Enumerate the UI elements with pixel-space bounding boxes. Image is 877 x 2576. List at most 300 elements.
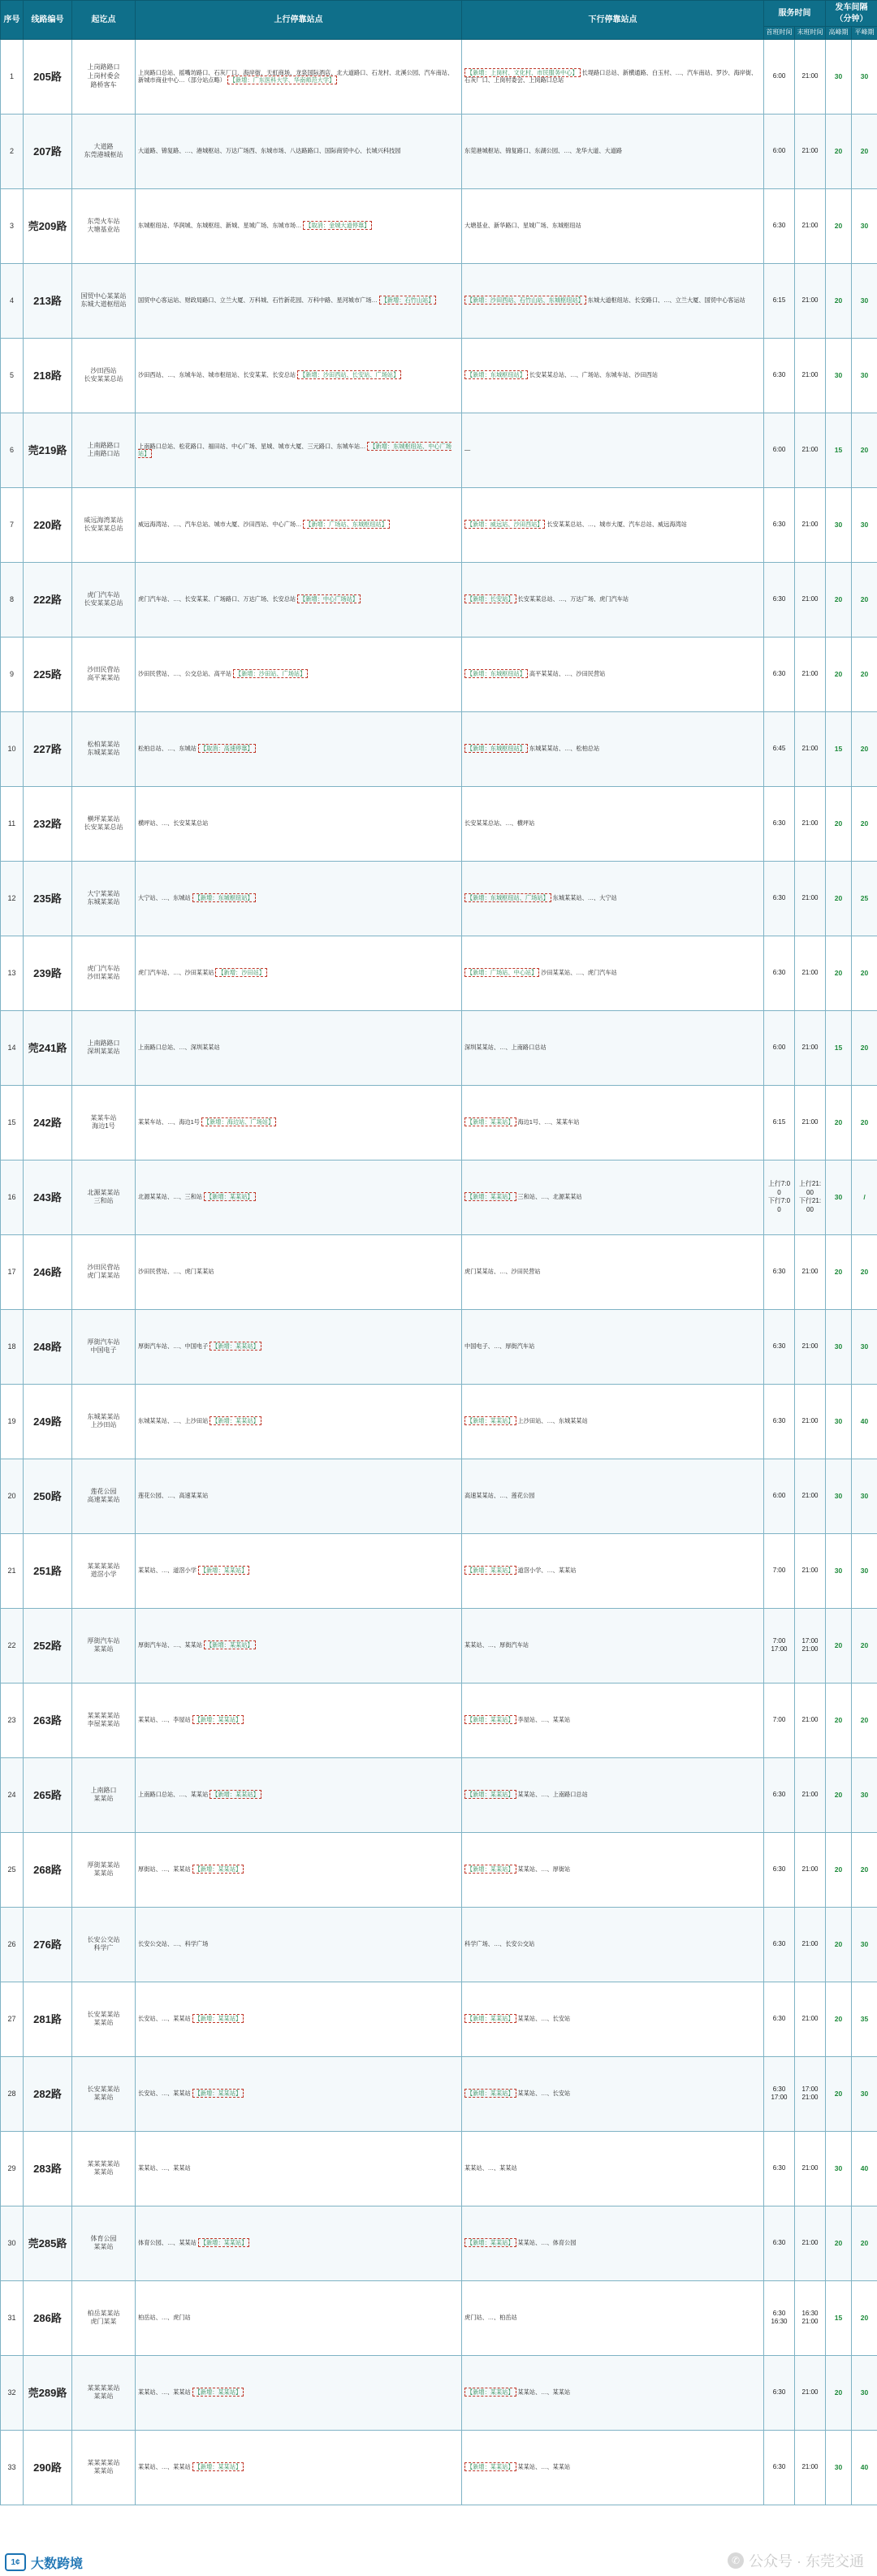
up-stops-text: 体育公园、…、某某站 xyxy=(138,2239,197,2247)
down-stops-text: 某某站、…、某某站 xyxy=(464,2164,517,2172)
route-number: 263路 xyxy=(24,1683,72,1757)
down-notice: 【新增：某某站】 xyxy=(464,1715,516,1724)
up-notice: 【新增：某某站】 xyxy=(210,1790,261,1799)
row-number: 19 xyxy=(1,1384,24,1459)
route-terminals: 上南路路口 上南路口站 xyxy=(72,413,136,487)
down-stops-text: 沙田某某站、…、虎门汽车站 xyxy=(541,969,617,977)
down-stops xyxy=(462,1982,764,2056)
offpeak-interval: 20 xyxy=(852,114,877,188)
down-stops xyxy=(462,188,764,263)
down-stops-text: 高速某某站、…、莲花公园 xyxy=(464,1492,535,1500)
down-stops xyxy=(462,1309,764,1384)
up-stops xyxy=(136,711,462,786)
up-stops-text: 上岗路口总站、摇嘴坊路口、石灰厂口、海岸街、天虹商场、龙泉国际酒店、北大道路口、石龙村、北溪公园、汽车南站、新城市商业中心…（部分站点略） xyxy=(138,68,454,84)
last-bus-time: 21:00 xyxy=(795,1832,826,1907)
up-stops-text: 厚街汽车站、…、某某站 xyxy=(138,1641,203,1649)
down-stops-text: 科学广场、…、长安公交站 xyxy=(464,1940,535,1948)
offpeak-interval: 20 xyxy=(852,637,877,711)
up-notice: 【新增：某某站】 xyxy=(198,1566,250,1575)
table-row xyxy=(1,1309,877,1384)
offpeak-interval: 20 xyxy=(852,936,877,1010)
up-notice: 【新增：某某站】 xyxy=(192,2388,244,2397)
down-stops-text: 某某站、…、厚街汽车站 xyxy=(464,1641,529,1649)
up-stops xyxy=(136,413,462,487)
table-row xyxy=(1,1234,877,1309)
up-notice: 【新增：广场站、东城枢纽站】 xyxy=(303,520,390,529)
down-stops xyxy=(462,1085,764,1160)
up-stops-text: 大宁站、…、东城站 xyxy=(138,894,191,902)
first-bus-time: 6:30 xyxy=(764,2206,795,2280)
first-bus-time: 6:30 xyxy=(764,637,795,711)
up-stops xyxy=(136,1160,462,1234)
down-stops xyxy=(462,2355,764,2430)
offpeak-interval: 20 xyxy=(852,1683,877,1757)
up-stops xyxy=(136,637,462,711)
table-row xyxy=(1,1384,877,1459)
up-stops-text: 某某站、…、李屋站 xyxy=(138,1716,191,1724)
table-row xyxy=(1,1757,877,1832)
row-number: 12 xyxy=(1,861,24,936)
route-number: 268路 xyxy=(24,1832,72,1907)
down-notice: 【新增：某某站】 xyxy=(464,2014,516,2023)
peak-interval: 30 xyxy=(826,1459,852,1533)
last-bus-time: 21:00 xyxy=(795,413,826,487)
route-terminals: 虎门汽车站 长安某某总站 xyxy=(72,562,136,637)
up-stops xyxy=(136,1982,462,2056)
row-number: 14 xyxy=(1,1010,24,1085)
row-number: 23 xyxy=(1,1683,24,1757)
last-bus-time: 21:00 xyxy=(795,936,826,1010)
up-notice: 【新增：海边站、广场站】 xyxy=(201,1117,276,1126)
table-row xyxy=(1,1907,877,1982)
offpeak-interval: 30 xyxy=(852,1309,877,1384)
up-stops-text: 某某站、…、某某站 xyxy=(138,2388,191,2397)
table-row xyxy=(1,1085,877,1160)
peak-interval: 20 xyxy=(826,2206,852,2280)
header-interval-unit: （分钟） xyxy=(835,14,868,24)
row-number: 7 xyxy=(1,487,24,562)
header-terminals: 起讫点 xyxy=(72,1,136,40)
peak-interval: 15 xyxy=(826,2280,852,2355)
up-stops-text: 松柏总站、…、东城站 xyxy=(138,745,197,753)
down-stops xyxy=(462,263,764,338)
last-bus-time: 21:00 xyxy=(795,562,826,637)
header-down: 下行停靠站点 xyxy=(462,1,764,40)
row-number: 27 xyxy=(1,1982,24,2056)
peak-interval: 20 xyxy=(826,1683,852,1757)
route-number: 282路 xyxy=(24,2056,72,2131)
up-stops-text: 虎门汽车站、…、长安某某、广场路口、万达广场、长安总站 xyxy=(138,595,296,603)
header-no: 序号 xyxy=(1,1,24,40)
up-stops-text: 威远海湾站、…、汽车总站、城市大厦、沙田西站、中心广场… xyxy=(138,521,302,529)
offpeak-interval: 20 xyxy=(852,1085,877,1160)
up-stops-text: 厚街汽车站、…、中国电子 xyxy=(138,1342,209,1351)
table-row xyxy=(1,188,877,263)
row-number: 20 xyxy=(1,1459,24,1533)
peak-interval: 30 xyxy=(826,1160,852,1234)
down-stops-text: 道滘小学、…、某某站 xyxy=(517,1567,577,1575)
peak-interval: 20 xyxy=(826,188,852,263)
route-terminals: 厚街某某站 某某站 xyxy=(72,1832,136,1907)
header-first: 首班时间 xyxy=(764,27,795,40)
down-stops-text: 某某站、…、长安站 xyxy=(517,2015,571,2023)
offpeak-interval: 30 xyxy=(852,1533,877,1608)
up-stops xyxy=(136,1234,462,1309)
down-stops xyxy=(462,2206,764,2280)
first-bus-time: 7:00 xyxy=(764,1683,795,1757)
first-bus-time: 6:15 xyxy=(764,263,795,338)
down-notice: 【新增：东城枢纽站】 xyxy=(464,744,528,753)
up-notice: 【新增：东城枢纽站、中心广场站】 xyxy=(138,442,451,458)
down-stops xyxy=(462,487,764,562)
last-bus-time: 21:00 xyxy=(795,1683,826,1757)
down-notice: 【新增：某某站】 xyxy=(464,1566,516,1575)
brand-mark-icon: 1¢ xyxy=(5,2553,26,2571)
route-number: 265路 xyxy=(24,1757,72,1832)
header-interval-label: 发车间隔 xyxy=(835,3,868,12)
offpeak-interval: 20 xyxy=(852,2206,877,2280)
up-notice: 【新增：中心广场站】 xyxy=(297,594,361,603)
route-terminals: 横坪某某站 长安某某总站 xyxy=(72,786,136,861)
down-stops xyxy=(462,2056,764,2131)
up-stops xyxy=(136,1683,462,1757)
last-bus-time: 16:30 21:00 xyxy=(795,2280,826,2355)
down-notice: 【新增：某某站】 xyxy=(464,1117,516,1126)
last-bus-time: 21:00 xyxy=(795,861,826,936)
down-stops xyxy=(462,1234,764,1309)
down-stops-text: 长安某某总站、…、横坪站 xyxy=(464,819,535,828)
up-notice: 【新增：某某站】 xyxy=(198,2238,250,2247)
down-stops-text: 某某站、…、体育公园 xyxy=(517,2239,577,2247)
down-notice: 【新增：某某站】 xyxy=(464,2462,516,2471)
route-number: 205路 xyxy=(24,39,72,114)
first-bus-time: 6:30 xyxy=(764,1309,795,1384)
down-notice: 【新增：广场站、中心站】 xyxy=(464,968,539,977)
down-notice: 【新增：长安站】 xyxy=(464,594,516,603)
up-stops xyxy=(136,936,462,1010)
up-notice: 【新增：某某站】 xyxy=(204,1192,256,1201)
down-stops xyxy=(462,1010,764,1085)
up-stops-text: 北源某某站、…、三和站 xyxy=(138,1193,203,1201)
watermark-text: 公众号 · 东莞交通 xyxy=(749,2553,864,2570)
route-terminals: 某某某某站 某某站 xyxy=(72,2430,136,2505)
peak-interval: 20 xyxy=(826,637,852,711)
offpeak-interval: 30 xyxy=(852,263,877,338)
route-terminals: 某某某某站 李屋某某站 xyxy=(72,1683,136,1757)
row-number: 5 xyxy=(1,338,24,413)
down-stops-text: 大塘基业、新华路口、星城广场、东城枢纽站 xyxy=(464,222,581,230)
down-stops xyxy=(462,562,764,637)
down-stops-text: 虎门站、…、柏岳站 xyxy=(464,2314,517,2322)
down-notice: 【新增：沙田西站、石竹山站、东城枢纽站】 xyxy=(464,296,586,305)
up-notice: 【新增：石竹山站】 xyxy=(379,296,437,305)
table-row xyxy=(1,1533,877,1608)
last-bus-time: 21:00 xyxy=(795,1982,826,2056)
route-terminals: 沙田西站 长安某某总站 xyxy=(72,338,136,413)
up-stops xyxy=(136,1309,462,1384)
first-bus-time: 6:30 xyxy=(764,487,795,562)
row-number: 24 xyxy=(1,1757,24,1832)
route-terminals: 大道路 东莞港城枢站 xyxy=(72,114,136,188)
up-stops xyxy=(136,562,462,637)
table-row xyxy=(1,39,877,114)
table-row xyxy=(1,1683,877,1757)
down-stops xyxy=(462,413,764,487)
table-row xyxy=(1,1608,877,1683)
route-terminals: 国贸中心某某站 东城大道枢纽站 xyxy=(72,263,136,338)
route-number: 235路 xyxy=(24,861,72,936)
last-bus-time: 21:00 xyxy=(795,2206,826,2280)
peak-interval: 30 xyxy=(826,1533,852,1608)
route-terminals: 厚街汽车站 某某站 xyxy=(72,1608,136,1683)
table-row xyxy=(1,2131,877,2206)
down-stops xyxy=(462,1683,764,1757)
table-row xyxy=(1,786,877,861)
first-bus-time: 6:00 xyxy=(764,1010,795,1085)
up-stops xyxy=(136,1608,462,1683)
route-terminals: 沙田民营站 虎门某某站 xyxy=(72,1234,136,1309)
up-stops-text: 某某站、…、某某站 xyxy=(138,2463,191,2471)
peak-interval: 20 xyxy=(826,1982,852,2056)
route-terminals: 某某某某站 某某站 xyxy=(72,2355,136,2430)
peak-interval: 15 xyxy=(826,413,852,487)
up-stops-text: 某某站、…、某某站 xyxy=(138,2164,191,2172)
route-number: 225路 xyxy=(24,637,72,711)
header-up: 上行停靠站点 xyxy=(136,1,462,40)
down-notice: 【新增：威远站、沙田西站】 xyxy=(464,520,545,529)
offpeak-interval: 20 xyxy=(852,711,877,786)
down-notice: 【新增：某某站】 xyxy=(464,2238,516,2247)
route-terminals: 上岗路路口 上岗村委会 路桥客车 xyxy=(72,39,136,114)
row-number: 21 xyxy=(1,1533,24,1608)
down-stops-text: 李屋站、…、某某站 xyxy=(517,1716,571,1724)
row-number: 26 xyxy=(1,1907,24,1982)
table-row xyxy=(1,936,877,1010)
route-terminals: 莲花公园 高速某某站 xyxy=(72,1459,136,1533)
offpeak-interval: 30 xyxy=(852,39,877,114)
table-row xyxy=(1,1982,877,2056)
route-number: 207路 xyxy=(24,114,72,188)
peak-interval: 30 xyxy=(826,2131,852,2206)
offpeak-interval: 20 xyxy=(852,1010,877,1085)
route-terminals: 东莞火车站 大塘基业站 xyxy=(72,188,136,263)
table-row xyxy=(1,1832,877,1907)
route-terminals: 沙田民营站 高平某某站 xyxy=(72,637,136,711)
route-terminals: 威远海湾某站 长安某某总站 xyxy=(72,487,136,562)
first-bus-time: 上行7:00 下行7:00 xyxy=(764,1160,795,1234)
up-stops xyxy=(136,188,462,263)
down-notice: 【新增：东城枢纽站、广场站】 xyxy=(464,893,551,902)
first-bus-time: 6:30 xyxy=(764,1757,795,1832)
offpeak-interval: 30 xyxy=(852,487,877,562)
row-number: 10 xyxy=(1,711,24,786)
route-number: 290路 xyxy=(24,2430,72,2505)
last-bus-time: 21:00 xyxy=(795,1533,826,1608)
down-stops-text: 长安某某总站、…、广场站、东城车站、沙田西站 xyxy=(529,371,659,379)
peak-interval: 20 xyxy=(826,2355,852,2430)
up-stops-text: 上南路口总站、…、深圳某某站 xyxy=(138,1044,220,1052)
up-stops-text: 长安公交站、…、科学广场 xyxy=(138,1940,209,1948)
route-number: 莞241路 xyxy=(24,1010,72,1085)
last-bus-time: 21:00 xyxy=(795,711,826,786)
down-stops xyxy=(462,1160,764,1234)
row-number: 1 xyxy=(1,39,24,114)
first-bus-time: 6:30 xyxy=(764,2131,795,2206)
up-stops-text: 某某站、…、道滘小学 xyxy=(138,1567,197,1575)
up-stops-text: 沙田民营站、…、虎门某某站 xyxy=(138,1268,214,1276)
first-bus-time: 6:30 xyxy=(764,786,795,861)
peak-interval: 30 xyxy=(826,1309,852,1384)
last-bus-time: 21:00 xyxy=(795,2131,826,2206)
peak-interval: 20 xyxy=(826,861,852,936)
up-stops xyxy=(136,2206,462,2280)
row-number: 3 xyxy=(1,188,24,263)
down-stops xyxy=(462,1384,764,1459)
route-number: 281路 xyxy=(24,1982,72,2056)
up-stops xyxy=(136,1459,462,1533)
route-number: 232路 xyxy=(24,786,72,861)
peak-interval: 20 xyxy=(826,562,852,637)
last-bus-time: 21:00 xyxy=(795,1459,826,1533)
up-stops xyxy=(136,263,462,338)
down-stops-text: 深圳某某站、…、上南路口总站 xyxy=(464,1044,547,1052)
down-stops-text: 长安某某总站、…、万达广场、虎门汽车站 xyxy=(517,595,629,603)
down-stops-text: 虎门某某站、…、沙田民营站 xyxy=(464,1268,541,1276)
down-stops-text: 东城大道枢纽站、长安路口、…、立兰大厦、国贸中心客运站 xyxy=(587,296,745,305)
route-number: 286路 xyxy=(24,2280,72,2355)
route-number: 莞289路 xyxy=(24,2355,72,2430)
peak-interval: 15 xyxy=(826,711,852,786)
down-stops xyxy=(462,338,764,413)
table-row xyxy=(1,1010,877,1085)
table-row xyxy=(1,2056,877,2131)
first-bus-time: 6:30 16:30 xyxy=(764,2280,795,2355)
row-number: 22 xyxy=(1,1608,24,1683)
route-number: 220路 xyxy=(24,487,72,562)
last-bus-time: 21:00 xyxy=(795,1757,826,1832)
up-stops xyxy=(136,2355,462,2430)
peak-interval: 30 xyxy=(826,39,852,114)
down-stops-text: 东城某某站、…、大宁站 xyxy=(552,894,617,902)
row-number: 13 xyxy=(1,936,24,1010)
down-stops xyxy=(462,1533,764,1608)
down-stops xyxy=(462,2131,764,2206)
peak-interval: 15 xyxy=(826,1010,852,1085)
offpeak-interval: 30 xyxy=(852,2355,877,2430)
up-stops-text: 东城枢纽站、华润城、东城枢纽、新城、星城广场、东城市场… xyxy=(138,222,302,230)
up-notice: 【取消：金城大道停靠】 xyxy=(303,221,372,230)
up-stops xyxy=(136,1907,462,1982)
up-stops-text: 虎门汽车站、…、沙田某某站 xyxy=(138,969,214,977)
route-number: 莞285路 xyxy=(24,2206,72,2280)
route-number: 248路 xyxy=(24,1309,72,1384)
up-stops xyxy=(136,338,462,413)
up-stops-text: 长安站、…、某某站 xyxy=(138,2015,191,2023)
up-notice: 【新增：沙田站、广场站】 xyxy=(233,669,308,678)
first-bus-time: 6:30 xyxy=(764,1982,795,2056)
first-bus-time: 6:30 xyxy=(764,2430,795,2505)
down-stops xyxy=(462,637,764,711)
first-bus-time: 6:30 xyxy=(764,562,795,637)
first-bus-time: 6:00 xyxy=(764,1459,795,1533)
last-bus-time: 21:00 xyxy=(795,263,826,338)
down-notice: 【新增：某某站】 xyxy=(464,1416,516,1425)
up-stops-text: 长安站、…、某某站 xyxy=(138,2090,191,2098)
table-row xyxy=(1,562,877,637)
down-notice: 【新增：上岗村、文化村、市民服务中心】 xyxy=(464,68,581,77)
last-bus-time: 21:00 xyxy=(795,637,826,711)
table-row xyxy=(1,2430,877,2505)
up-stops xyxy=(136,1832,462,1907)
last-bus-time: 21:00 xyxy=(795,188,826,263)
route-number: 243路 xyxy=(24,1160,72,1234)
table-row xyxy=(1,1459,877,1533)
route-terminals: 上南路路口 深圳某某站 xyxy=(72,1010,136,1085)
up-stops xyxy=(136,2131,462,2206)
down-stops xyxy=(462,1608,764,1683)
last-bus-time: 21:00 xyxy=(795,2430,826,2505)
up-stops xyxy=(136,39,462,114)
down-stops-text: 长安某某总站、…、城市大厦、汽车总站、威远海湾站 xyxy=(547,521,687,529)
down-stops-text: 长堤路口总站、新横通路、白玉村、…、汽车南站、罗沙、海岸街、石灰厂口、上岗村委会、上岗路口总站 xyxy=(464,68,758,84)
up-stops-text: 国贸中心客运站、财政局路口、立兰大厦、万科城、石竹新花园、万科中路、星河城市广场… xyxy=(138,296,378,305)
route-number: 250路 xyxy=(24,1459,72,1533)
down-stops xyxy=(462,936,764,1010)
up-stops-text: 东城某某站、…、上沙田站 xyxy=(138,1417,209,1425)
first-bus-time: 6:00 xyxy=(764,39,795,114)
down-stops-text: 东城某某站、…、松柏总站 xyxy=(529,745,600,753)
row-number: 18 xyxy=(1,1309,24,1384)
down-stops xyxy=(462,1459,764,1533)
down-stops-text: 海边1号、…、某某车站 xyxy=(517,1118,580,1126)
route-terminals: 体育公园 某某站 xyxy=(72,2206,136,2280)
up-stops xyxy=(136,1010,462,1085)
first-bus-time: 7:00 17:00 xyxy=(764,1608,795,1683)
route-number: 252路 xyxy=(24,1608,72,1683)
up-stops-text: 厚街站、…、某某站 xyxy=(138,1865,191,1874)
header-offpeak: 平峰期 xyxy=(852,27,877,40)
brand-name: 大数跨境 xyxy=(31,2557,84,2571)
up-stops-text: 上南路口总站、松花路口、福田站、中心广场、星城、城市大厦、三元路口、东城车站… xyxy=(138,442,366,450)
offpeak-interval: 30 xyxy=(852,338,877,413)
table-row xyxy=(1,413,877,487)
first-bus-time: 6:30 xyxy=(764,1907,795,1982)
down-stops xyxy=(462,786,764,861)
down-stops xyxy=(462,1907,764,1982)
header-last: 末班时间 xyxy=(795,27,826,40)
route-terminals: 东城某某站 上沙田站 xyxy=(72,1384,136,1459)
down-stops xyxy=(462,1832,764,1907)
row-number: 9 xyxy=(1,637,24,711)
route-number: 276路 xyxy=(24,1907,72,1982)
down-notice: 【新增：某某站】 xyxy=(464,2388,516,2397)
last-bus-time: 17:00 21:00 xyxy=(795,2056,826,2131)
table-row xyxy=(1,2355,877,2430)
up-notice: 【新增：某某站】 xyxy=(204,1640,256,1649)
route-number: 莞209路 xyxy=(24,188,72,263)
up-stops xyxy=(136,1533,462,1608)
peak-interval: 20 xyxy=(826,2056,852,2131)
down-stops xyxy=(462,114,764,188)
table-row xyxy=(1,487,877,562)
down-stops-text: 三和站、…、北源某某站 xyxy=(517,1193,582,1201)
up-stops-text: 大道路、锦复路、…、港城枢站、万达广场西、东城市场、八达路路口、国际商贸中心、长城兴科技园 xyxy=(138,147,401,155)
offpeak-interval: 20 xyxy=(852,1234,877,1309)
peak-interval: 30 xyxy=(826,1384,852,1459)
up-notice: 【新增：沙田西站、长安站、广场站】 xyxy=(297,370,401,379)
last-bus-time: 21:00 xyxy=(795,2355,826,2430)
up-stops-text: 沙田西站、…、东城车站、城市枢纽站、长安某某、长安总站 xyxy=(138,371,296,379)
